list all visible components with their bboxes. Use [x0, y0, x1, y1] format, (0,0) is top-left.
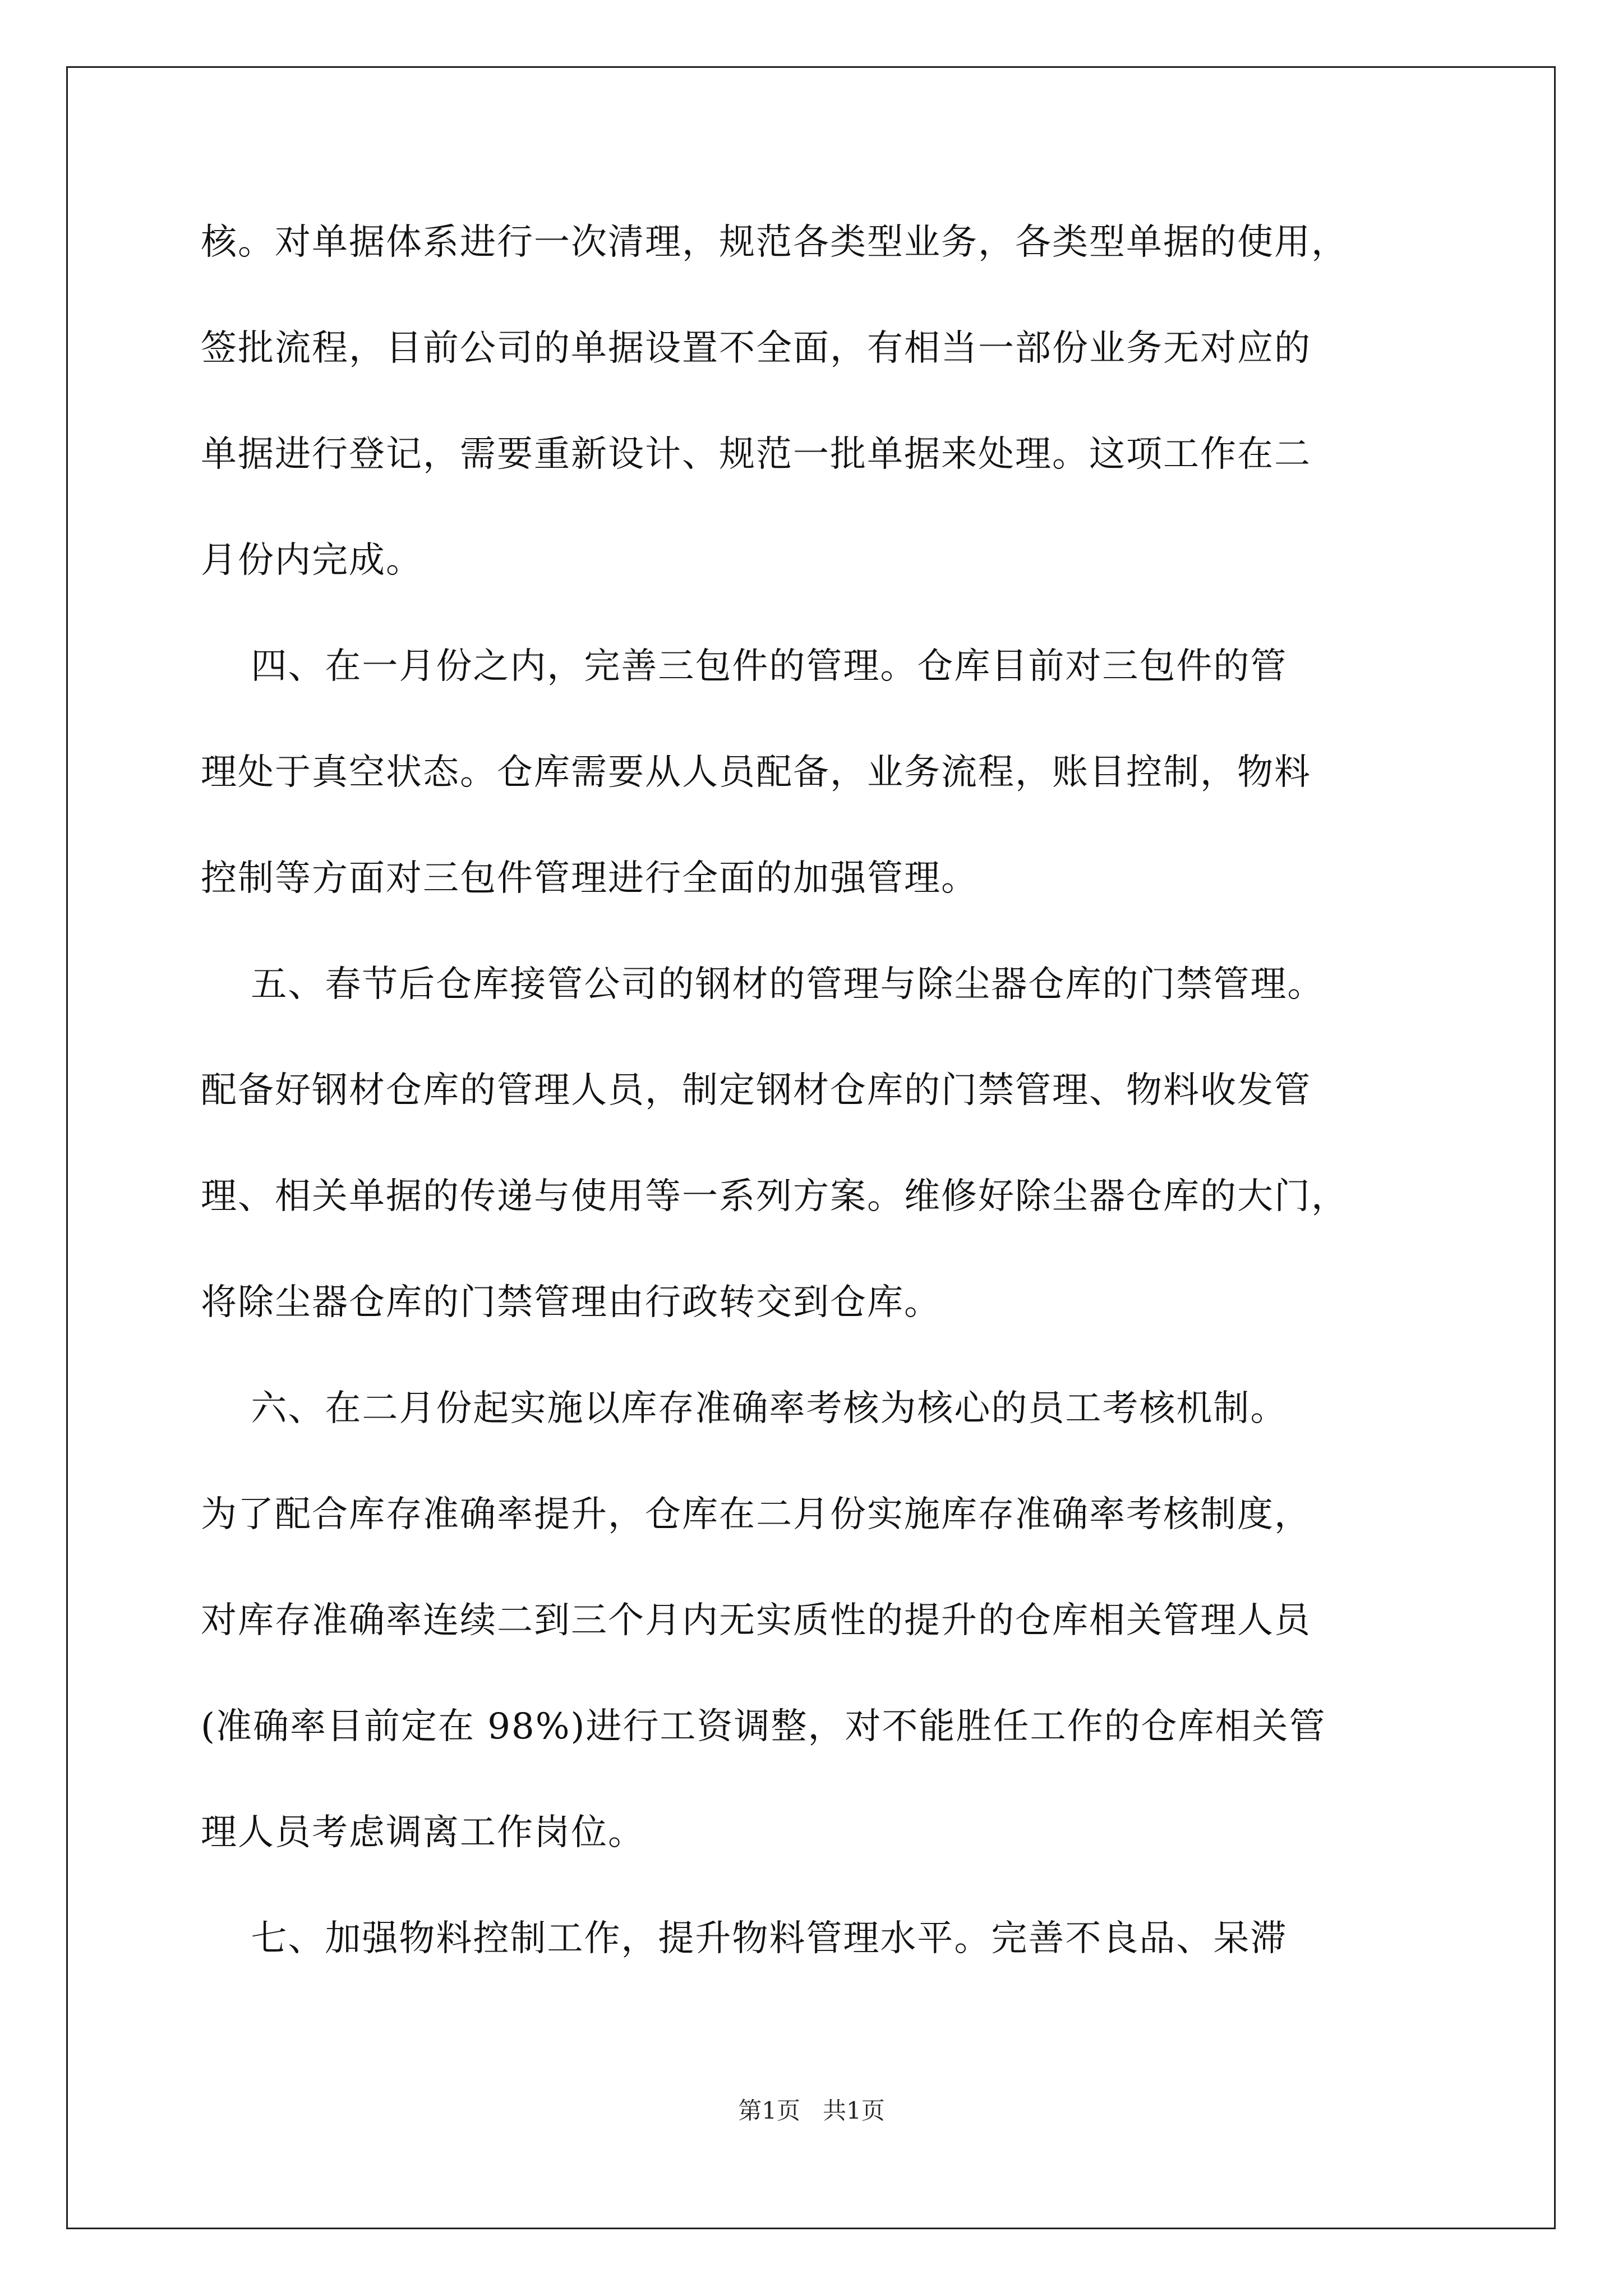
- text-line: 对库存准确率连续二到三个月内无实质性的提升的仓库相关管理人员: [201, 1600, 1311, 1641]
- document-body: [201, 220, 1435, 2022]
- paragraph-start-line: 四、在一月份之内，完善三包件的管理。仓库目前对三包件的管: [201, 646, 1288, 687]
- text-line: 为了配合库存准确率提升，仓库在二月份实施库存准确率考核制度，: [201, 1494, 1311, 1535]
- paragraph-start-line: 六、在二月份起实施以库存准确率考核为核心的员工考核机制。: [201, 1388, 1288, 1429]
- text-line: 签批流程，目前公司的单据设置不全面，有相当一部份业务无对应的: [201, 328, 1311, 369]
- text-line: 配备好钢材仓库的管理人员，制定钢材仓库的门禁管理、物料收发管: [201, 1070, 1311, 1111]
- text-line: 理处于真空状态。仓库需要从人员配备，业务流程，账目控制，物料: [201, 752, 1311, 793]
- text-line: 理人员考虑调离工作岗位。: [201, 1812, 645, 1853]
- text-line: (准确率目前定在 98%)进行工资调整，对不能胜任工作的仓库相关管: [201, 1706, 1326, 1747]
- text-line: 月份内完成。: [201, 540, 423, 581]
- page-footer: 第1页 共1页: [738, 2097, 885, 2124]
- text-line: 核。对单据体系进行一次清理，规范各类型业务，各类型单据的使用，: [201, 222, 1348, 263]
- text-line: 控制等方面对三包件管理进行全面的加强管理。: [201, 858, 978, 899]
- paragraph-start-line: 七、加强物料控制工作，提升物料管理水平。完善不良品、呆滞: [201, 1918, 1288, 1959]
- text-line: 将除尘器仓库的门禁管理由行政转交到仓库。: [201, 1282, 941, 1323]
- paragraph-start-line: 五、春节后仓库接管公司的钢材的管理与除尘器仓库的门禁管理。: [201, 964, 1325, 1005]
- text-line: 单据进行登记，需要重新设计、规范一批单据来处理。这项工作在二: [201, 434, 1311, 475]
- text-line: 理、相关单据的传递与使用等一系列方案。维修好除尘器仓库的大门，: [201, 1176, 1348, 1217]
